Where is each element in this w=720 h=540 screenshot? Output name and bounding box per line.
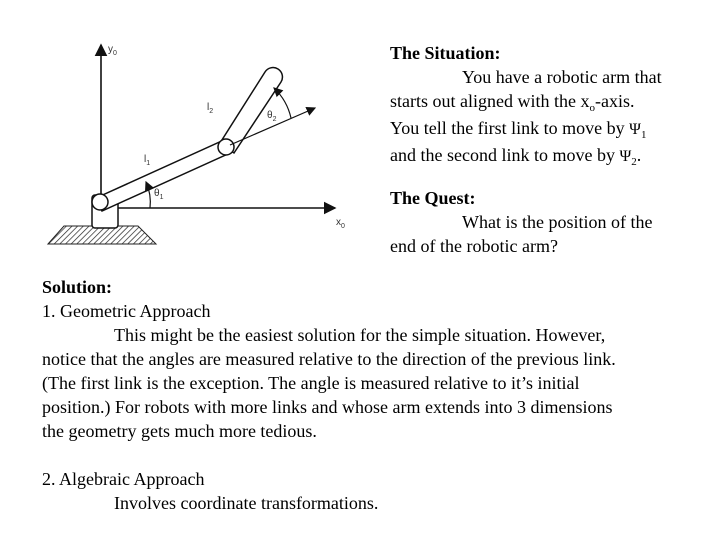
solution-section bbox=[42, 275, 616, 515]
geometric-approach-line: (The first link is the exception. The angle is measured relative to it’s initial bbox=[42, 373, 580, 393]
axis-y-label: $y_0$ bbox=[108, 44, 117, 57]
geometric-approach-title: 1. Geometric Approach bbox=[42, 301, 211, 321]
geometric-approach-line: notice that the angles are measured relative to the direction of the previous link. bbox=[42, 349, 616, 369]
solution-heading: Solution: bbox=[42, 277, 113, 297]
link-1-label: $l_1$ bbox=[144, 154, 151, 167]
quest-section bbox=[390, 186, 652, 258]
psi-2-symbol: Ψ bbox=[619, 148, 632, 165]
joint-2 bbox=[218, 139, 234, 155]
psi-1-symbol: Ψ bbox=[629, 121, 641, 138]
angle-2-arc bbox=[274, 88, 291, 118]
quest-line-2: end of the robotic arm? bbox=[390, 236, 558, 256]
algebraic-approach-title: 2. Algebraic Approach bbox=[42, 469, 205, 489]
axis-x-label: $x_0$ bbox=[336, 217, 345, 230]
geometric-approach-line: This might be the easiest solution for the simple situation. However, bbox=[114, 325, 606, 345]
joint-1 bbox=[92, 194, 108, 210]
link-2-label: $l_2$ bbox=[207, 102, 214, 115]
robot-arm-diagram bbox=[30, 30, 370, 260]
geometric-approach-line: position.) For robots with more links and whose arm extends into 3 dimensions bbox=[42, 397, 613, 417]
situation-line-2: starts out aligned with the $x_o$-axis. bbox=[390, 91, 635, 114]
angle-2-label: $\theta_2$ bbox=[267, 110, 277, 123]
quest-line-1: What is the position of the bbox=[462, 212, 653, 232]
situation-line-3: You tell the first link to move by $\Psi_1$ bbox=[390, 118, 647, 141]
situation-line-4: and the second link to move by $\Psi_2$. bbox=[390, 145, 642, 168]
geometric-approach-line: the geometry gets much more tedious. bbox=[42, 421, 317, 441]
situation-section bbox=[390, 41, 662, 170]
situation-heading: The Situation: bbox=[390, 43, 501, 63]
situation-line-1: You have a robotic arm that bbox=[462, 67, 662, 87]
angle-1-label: $\theta_1$ bbox=[154, 188, 164, 201]
quest-heading: The Quest: bbox=[390, 188, 476, 208]
algebraic-approach-line: Involves coordinate transformations. bbox=[114, 493, 379, 513]
